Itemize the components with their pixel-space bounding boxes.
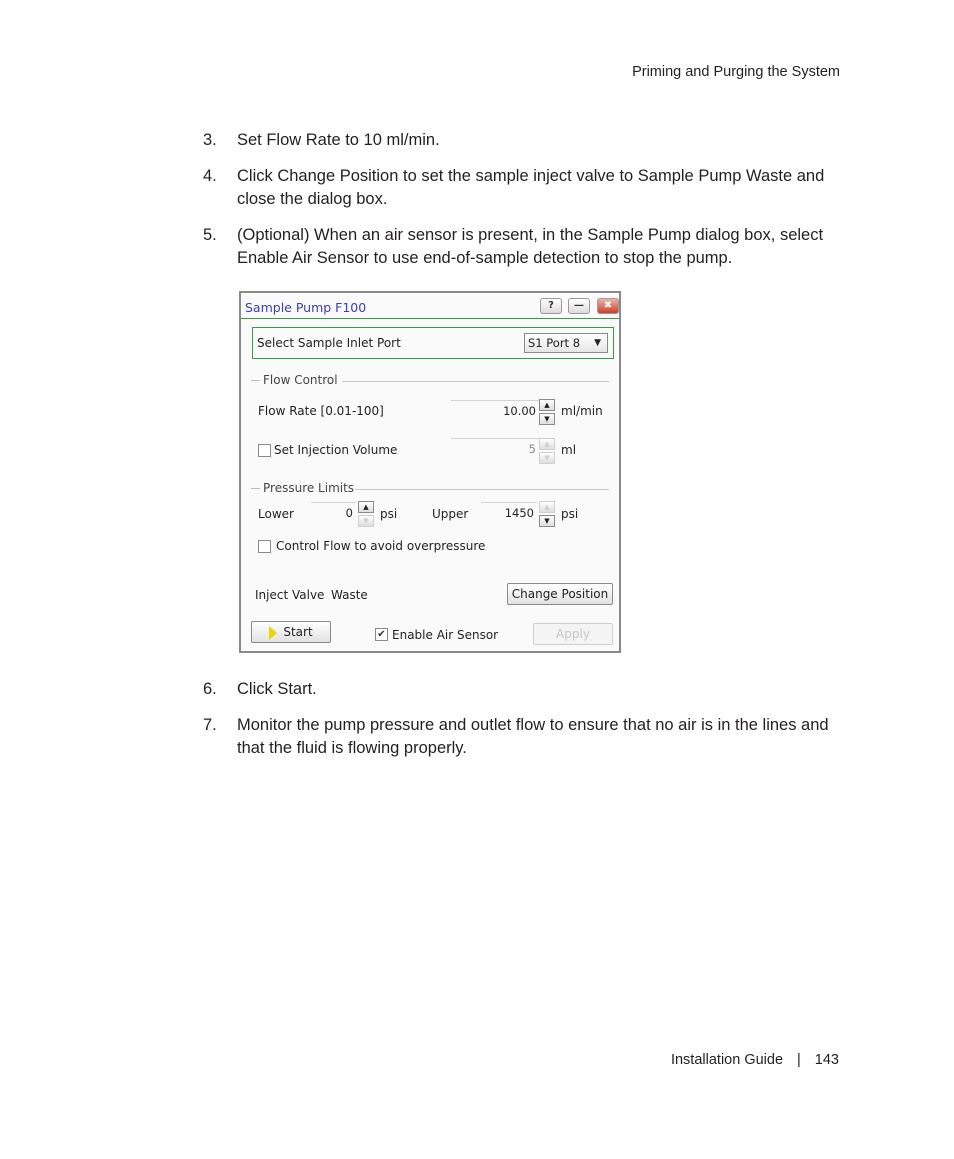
minimize-button[interactable]: — [568, 298, 590, 314]
spin-up-icon[interactable]: ▲ [539, 438, 555, 450]
chevron-down-icon: ▼ [594, 338, 601, 348]
step-3 [203, 129, 843, 152]
step-text: Click Change Position to set the sample inject valve to Sample Pump Waste and close the dialog box. [237, 167, 825, 208]
inlet-port-value: S1 Port 8 [528, 336, 581, 350]
upper-pressure-unit: psi [561, 507, 579, 521]
lower-pressure-input[interactable]: 0 [311, 502, 356, 524]
step-number: 6. [203, 680, 217, 698]
step-5 [203, 224, 843, 270]
change-position-button[interactable]: Change Position [507, 583, 613, 605]
control-flow-checkbox[interactable] [258, 540, 271, 553]
flow-control-group-label: Flow Control [251, 373, 338, 387]
upper-pressure-label: Upper [432, 507, 469, 521]
sample-pump-dialog [239, 291, 621, 653]
injection-volume-unit: ml [561, 443, 577, 457]
air-sensor-checkbox[interactable]: ✔ [375, 628, 388, 641]
flow-rate-label: Flow Rate [0.01-100] [258, 404, 384, 418]
dialog-title: Sample Pump F100 [245, 300, 367, 315]
group-rule [355, 489, 609, 490]
spin-down-icon[interactable]: ▼ [358, 515, 374, 527]
control-flow-label: Control Flow to avoid overpressure [276, 539, 486, 553]
injection-volume-spinner[interactable] [539, 438, 555, 462]
steps-list-top [203, 129, 843, 283]
inject-valve-label: Inject Valve [255, 588, 325, 602]
spin-up-icon[interactable]: ▲ [539, 501, 555, 513]
pressure-limits-group-label: Pressure Limits [251, 481, 354, 495]
lower-pressure-label: Lower [258, 507, 294, 521]
steps-list-bottom [203, 678, 843, 773]
guide-title: Installation Guide [670, 1052, 784, 1068]
step-number: 4. [203, 167, 217, 185]
spin-down-icon[interactable]: ▼ [539, 413, 555, 425]
step-7 [203, 714, 843, 760]
inlet-port-select[interactable] [524, 333, 608, 353]
step-number: 5. [203, 226, 217, 244]
footer-separator: | [797, 1052, 801, 1068]
injection-volume-label: Set Injection Volume [274, 443, 398, 457]
start-button[interactable]: Start [251, 621, 331, 643]
injection-volume-input[interactable]: 5 [451, 438, 539, 460]
flow-rate-input[interactable]: 10.00 [451, 400, 539, 422]
spin-up-icon[interactable]: ▲ [358, 501, 374, 513]
step-text: Click Start. [237, 680, 317, 698]
help-button[interactable]: ? [540, 298, 562, 314]
step-4 [203, 165, 843, 211]
titlebar-divider [241, 318, 619, 319]
page-footer [671, 1052, 839, 1068]
inlet-port-label: Select Sample Inlet Port [257, 336, 401, 350]
inlet-port-panel [252, 327, 614, 359]
injection-volume-checkbox[interactable] [258, 444, 271, 457]
page-number: 143 [814, 1052, 839, 1068]
air-sensor-label: Enable Air Sensor [392, 628, 499, 642]
step-number: 3. [203, 131, 217, 149]
lower-pressure-spinner[interactable] [358, 501, 374, 525]
step-text: Set Flow Rate to 10 ml/min. [237, 131, 440, 149]
flow-rate-spinner[interactable] [539, 399, 555, 423]
step-6 [203, 678, 843, 701]
upper-pressure-spinner[interactable] [539, 501, 555, 525]
flow-rate-unit: ml/min [561, 404, 603, 418]
running-header: Priming and Purging the System [632, 64, 840, 80]
step-text: Monitor the pump pressure and outlet flow to ensure that no air is in the lines and that the fluid is flowing properly. [237, 716, 829, 757]
close-button[interactable]: ✖ [597, 298, 619, 314]
inject-valve-value: Waste [331, 588, 368, 602]
upper-pressure-input[interactable]: 1450 [481, 502, 537, 524]
spin-down-icon[interactable]: ▼ [539, 515, 555, 527]
apply-button[interactable]: Apply [533, 623, 613, 645]
play-icon [269, 626, 277, 640]
step-text: (Optional) When an air sensor is present, in the Sample Pump dialog box, select Enable Air Sensor to use end-of-sample detection to stop the pump. [237, 226, 824, 267]
group-rule [342, 381, 609, 382]
step-number: 7. [203, 716, 217, 734]
spin-down-icon[interactable]: ▼ [539, 452, 555, 464]
spin-up-icon[interactable]: ▲ [539, 399, 555, 411]
lower-pressure-unit: psi [380, 507, 398, 521]
